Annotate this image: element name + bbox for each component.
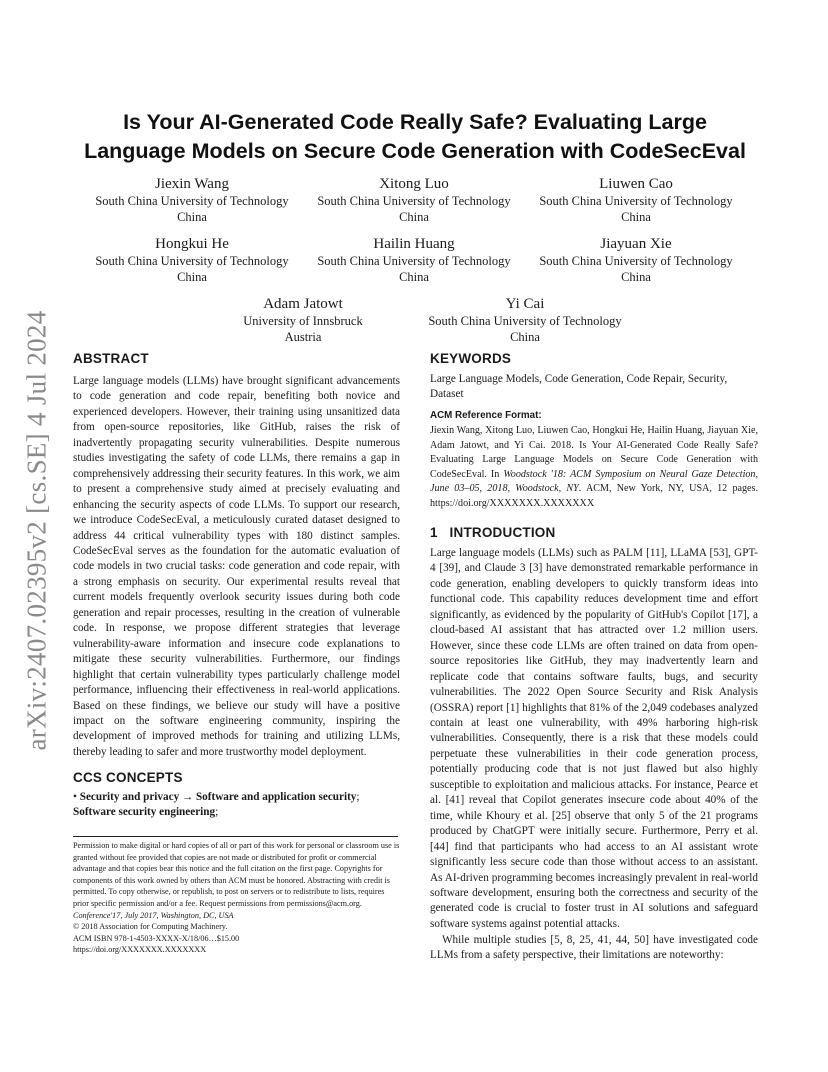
- ccs-end: ;: [215, 806, 219, 819]
- conference-line: Conference'17, July 2017, Washington, DC, USA: [73, 910, 234, 920]
- introduction-heading: 1 INTRODUCTION: [430, 525, 556, 540]
- author-block: [299, 175, 529, 225]
- author-country: China: [510, 330, 540, 344]
- author-block: [299, 235, 529, 285]
- author-name: Yi Cai: [505, 296, 545, 312]
- copyright-line: © 2018 Association for Computing Machinery.: [73, 922, 228, 932]
- isbn-line: ACM ISBN 978-1-4503-XXXX-X/18/06…$15.00: [73, 933, 240, 943]
- ccs-heading: CCS CONCEPTS: [73, 770, 183, 785]
- author-affiliation: South China University of Technology: [317, 254, 511, 268]
- ccs-concept-1: Security and privacy → Software and application security: [79, 791, 357, 803]
- copyright-footnote: [73, 840, 400, 956]
- author-name: Xitong Luo: [379, 176, 449, 192]
- author-affiliation: South China University of Technology: [539, 254, 733, 268]
- author-block: [77, 235, 307, 285]
- author-name: Hailin Huang: [373, 236, 455, 252]
- author-affiliation: University of Innsbruck: [243, 314, 363, 328]
- author-affiliation: South China University of Technology: [317, 194, 511, 208]
- author-block: [410, 295, 640, 345]
- acm-ref-part1: Jiexin Wang, Xitong Luo, Liuwen Cao, Hongkui He, Hailin Huang, Jiayuan Xie, Adam Jatowt, and Yi Cai. 2018. Is Your AI-Generated Code Really Safe? Evaluating Large Language Models on Secure Code Generation with CodeSecEval. In: [430, 425, 758, 480]
- arxiv-identifier: [18, 305, 56, 755]
- introduction-paragraph-1: Large language models (LLMs) such as PALM [11], LLaMA [53], GPT-4 [39], and Claude 3 [3] have demonstrated remarkable performance in code generation, enabling developers to quickly transform ideas into functional code. This capability reduces development time and effort significantly, as evidenced by the popularity of GitHub's Copilot [17], a cloud-based AI assistant that has attracted over 1.2 million users. However, since these code LLMs are often trained on data from open-source repositories like GitHub, they may inadvertently learn and replicate code that contains software faults, bugs, and security vulnerabilities. The 2022 Open Source Security and Risk Analysis (OSSRA) report [1] highlights that 81% of the 2,049 codebases analyzed contain at least one vulnerability, with 49% harboring high-risk vulnerabilities. Consequently, there is a risk that these models could perpetuate these vulnerabilities in their code generation process, potentially producing code that is not just flawed but also highly susceptible to exploitation and malicious attacks. For instance, Pearce et al. [41] reveal that Copilot generates insecure code about 40% of the time, while Khoury et al. [25] observe that only 5 of the 21 programs produced by ChatGPT were initially secure. Furthermore, Perry et al. [44] find that participants who had access to an AI assistant wrote significantly less secure code than those without access to an assistant. As AI-driven programming becomes increasingly prevalent in real-world software development, ensuring both the correctness and security of the generated code is crucial to foster trust in AI solutions and safeguard software systems against potential attacks.: [430, 547, 758, 930]
- ccs-concepts: [73, 790, 403, 821]
- author-block: [521, 235, 751, 285]
- author-country: China: [621, 270, 651, 284]
- author-name: Adam Jatowt: [263, 296, 343, 312]
- doi-line: https://doi.org/XXXXXXX.XXXXXXX: [73, 945, 207, 955]
- author-country: China: [177, 270, 207, 284]
- keywords-text: Large Language Models, Code Generation, Code Repair, Security, Dataset: [430, 373, 728, 401]
- conference-info: [73, 910, 400, 922]
- ccs-bullet: •: [73, 791, 77, 803]
- paper-title: Is Your AI-Generated Code Really Safe? Evaluating Large Language Models on Secure Code Generation with CodeSecEval: [84, 110, 746, 163]
- acm-ref-part2: . ACM, New York, NY, USA, 12 pages. https://doi.org/XXXXXXX.XXXXXXX: [430, 483, 758, 509]
- author-country: China: [621, 210, 651, 224]
- author-block: [188, 295, 418, 345]
- acm-reference-text: [430, 424, 758, 512]
- author-name: Hongkui He: [155, 236, 229, 252]
- author-country: China: [399, 270, 429, 284]
- abstract-heading: ABSTRACT: [73, 351, 149, 366]
- acm-ref-venue: Woodstock '18: ACM Symposium on Neural Gaze Detection, June 03–05, 2018, Woodstock, NY: [430, 468, 758, 495]
- ccs-concept-2: Software security engineering: [73, 806, 216, 819]
- author-affiliation: South China University of Technology: [539, 194, 733, 208]
- author-name: Liuwen Cao: [599, 176, 673, 192]
- author-country: China: [399, 210, 429, 224]
- permission-notice: Permission to make digital or hard copies of all or part of this work for personal or classroom use is granted without fee provided that copies are not made or distributed for profit or commercial advantage and that copies bear this notice and the full citation on the first page. Copyrights for components of this work owned by others than ACM must be honored. Abstracting with credit is permitted. To copy otherwise, or republish, to post on servers or to redistribute to lists, requires prior specific permission and/or a fee. Request permissions from permissions@acm.org.: [73, 841, 400, 908]
- author-affiliation: South China University of Technology: [95, 254, 289, 268]
- author-block: [77, 175, 307, 225]
- acm-reference-heading: ACM Reference Format:: [430, 410, 542, 421]
- abstract-text: Large language models (LLMs) have brought significant advancements to code generation and code repair, benefiting both novice and experienced developers. However, their training using unsanitized data from open-source repositories, like GitHub, raises the risk of inadvertently propagating security vulnerabilities. Despite numerous studies investigating the safety of code LLMs, there remains a gap in comprehensively addressing their security features. In this work, we aim to present a comprehensive study aimed at precisely evaluating and enhancing the security aspects of code LLMs. To support our research, we introduce CodeSecEval, a meticulously curated dataset designed to address 44 critical vulnerability types with 180 distinct samples. CodeSecEval serves as the foundation for the automatic evaluation of code models in two crucial tasks: code generation and code repair, with a strong emphasis on security. Our experimental results reveal that current models frequently overlook security issues during both code generation and repair processes, resulting in the creation of vulnerable code. In response, we propose different strategies that leverage vulnerability-aware information and insecure code explanations to mitigate these security vulnerabilities. Furthermore, our findings highlight that certain vulnerability types particularly challenge model performance, influencing their effectiveness in real-world applications. Based on these findings, we believe our study will have a positive impact on the software engineering community, inspiring the development of improved methods for training and utilizing LLMs, thereby leading to safer and more trustworthy model deployment.: [73, 375, 400, 758]
- author-country: China: [177, 210, 207, 224]
- arxiv-id-text: arXiv:2407.02395v2 [cs.SE] 4 Jul 2024: [21, 309, 52, 751]
- author-name: Jiexin Wang: [155, 176, 229, 192]
- author-block: [521, 175, 751, 225]
- author-affiliation: South China University of Technology: [95, 194, 289, 208]
- author-name: Jiayuan Xie: [600, 236, 672, 252]
- author-country: Austria: [284, 330, 322, 344]
- author-affiliation: South China University of Technology: [428, 314, 622, 328]
- ccs-separator: ;: [356, 791, 360, 803]
- keywords-heading: KEYWORDS: [430, 351, 512, 366]
- introduction-paragraph-2: While multiple studies [5, 8, 25, 41, 44, 50] have investigated code LLMs from a safety perspective, their limitations are noteworthy:: [430, 934, 758, 962]
- footnote-rule: [73, 836, 398, 837]
